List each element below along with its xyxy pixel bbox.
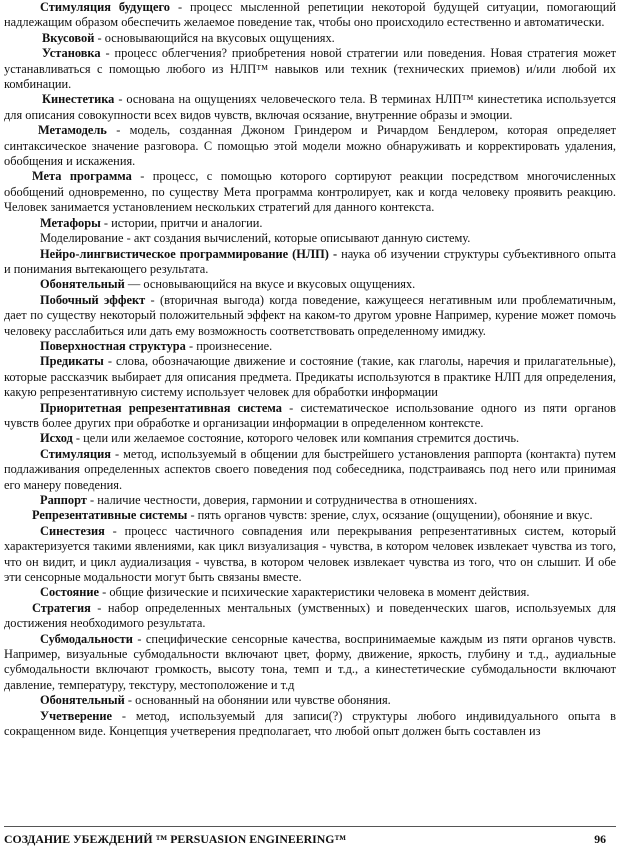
entry-definition: - наличие честности, доверия, гармонии и сотрудничества в отношениях.	[86, 493, 478, 507]
entry-term: Кинестетика	[42, 92, 115, 107]
entry-definition: - процесс мысленной репетиции некоторой будущей ситуации, помогающий надлежащим образом обеспечить желаемое поведение так, чтобы оно происходило естественно и автоматически.	[4, 0, 616, 30]
entry-definition: Моделирование - акт создания вычислений, которые описывают данную систему.	[40, 231, 471, 246]
entry-definition: - процесс частичного совпадения или перекрывания репрезентативных систем, который характеризуется такими явлениями, как цикл визуализация - чувства, в котором человек извлекает чувства из того, что он видит, и цикл аудиализация - чувства, в котором человек извлекает чувства из того, что он слышит. И обе эти сенсорные модальности могут быть связаны вместе.	[4, 523, 616, 585]
glossary-entry	[4, 216, 616, 231]
footer-book-title: СОЗДАНИЕ УБЕЖДЕНИЙ ™ PERSUASION ENGINEERING™	[4, 832, 347, 846]
entry-term: Стратегия	[32, 600, 91, 615]
glossary-entry	[4, 431, 616, 446]
glossary-entry	[4, 92, 616, 123]
entry-definition: - произнесение.	[185, 338, 273, 353]
entry-definition: - процесс облегчения? приобретения новой стратегии или поведения. Новая стратегия может устанавливаться с помощью любого из НЛП™ навыков или техник (технических приемов) и/или любой их комбинации.	[4, 46, 616, 92]
entry-definition: - метод, используемый в общении для быстрейшего установления раппорта (контакта) путем подлаживания определенных аспектов своего поведения под собеседника, подстраиваясь под него или принимая его манеру поведения.	[4, 446, 616, 492]
glossary-entry	[4, 601, 616, 632]
glossary-entry	[4, 293, 616, 339]
entry-term: Стимуляция будущего	[40, 0, 170, 14]
glossary-entry	[4, 693, 616, 708]
glossary-body	[4, 0, 616, 740]
glossary-entry	[4, 447, 616, 493]
entry-term: Субмодальности	[40, 631, 133, 646]
entry-definition: - модель, созданная Джоном Гриндером и Ричардом Бендлером, которая определяет синтаксическое значение разговора. С помощью этой модели можно обнаруживать и корректировать удаления, обобщения и искажения.	[4, 123, 616, 169]
entry-term: Синестезия	[40, 523, 105, 538]
entry-definition: - (вторичная выгода) когда поведение, кажущееся негативным или проблематичным, дает по существу некоторый положительный эффект на каком-то другом уровне Например, курение может помочь человеку расслабиться или дать ему возможность соответствовать определенному имиджу.	[4, 292, 616, 338]
glossary-entry	[4, 247, 616, 278]
entry-definition: - общие физические и психические характеристики человека в момент действия.	[99, 585, 530, 600]
entry-definition: - истории, притчи и аналогии.	[100, 215, 263, 230]
entry-definition: - основывающийся на вкусовых ощущениях.	[94, 30, 335, 45]
entry-term: Поверхностная структура	[40, 338, 186, 353]
glossary-entry	[4, 231, 616, 246]
glossary-entry	[4, 169, 616, 215]
entry-term: Обонятельный	[40, 693, 125, 708]
glossary-entry	[4, 585, 616, 600]
entry-term: Исход	[40, 431, 73, 446]
glossary-entry	[4, 401, 616, 432]
entry-definition: - специфические сенсорные качества, воспринимаемые каждым из пяти органов чувств. Например, визуальные субмодальности включают цвет, форму, движение, яркость, глубину и т.д., аудиальные субмодальности включают громкость, высоту тона, темп и т.д., а кинестетические субмодальности включают давление, температуру, текстуру, местоположение и т.д	[4, 631, 616, 692]
entry-definition: - набор определенных ментальных (умственных) и поведенческих шагов, используемых для достижения необходимого результата.	[4, 600, 616, 631]
entry-term: Состояние	[40, 585, 100, 600]
entry-term: Стимуляция	[40, 446, 111, 461]
page-number: 96	[594, 832, 606, 846]
entry-definition: - пять органов чувств: зрение, слух, осязание (ощущении), обоняние и вкус.	[187, 508, 593, 523]
glossary-entry	[4, 493, 616, 508]
glossary-entry	[4, 508, 616, 523]
entry-term: Установка	[42, 46, 101, 61]
entry-definition: - основана на ощущениях человеческого тела. В терминах НЛП™ кинестетика используется для описания совокупности всех видов чувств, включая осязание, внутренние образы и эмоции.	[4, 92, 616, 122]
entry-definition: - цели или желаемое состояние, которого человек или компания стремится достичь.	[72, 431, 520, 446]
entry-term: Метафоры	[40, 215, 101, 230]
entry-term: Репрезентативные системы	[32, 508, 188, 523]
entry-definition: — основывающийся на вкусе и вкусовых ощущениях.	[124, 277, 416, 292]
entry-definition: - слова, обозначающие движение и состояние (такие, как глаголы, наречия и прилагательные), которые рассказчик выбирает для описания предмета. Предикаты используются в практике НЛП для определения, какую репрезентативную систему использует человек для обработки информации	[4, 354, 616, 400]
entry-term: Вкусовой	[42, 30, 95, 45]
entry-term: Приоритетная репрезентативная система	[40, 400, 282, 415]
entry-term: Метамодель	[38, 123, 107, 138]
entry-term: Учетверение	[40, 708, 113, 723]
glossary-entry	[4, 524, 616, 586]
glossary-entry	[4, 31, 616, 46]
entry-term: Обонятельный	[40, 277, 125, 292]
entry-definition: наука об изучении структуры субъективного опыта и понимания вытекающего результата.	[4, 246, 616, 276]
entry-term: Мета программа	[32, 169, 132, 184]
glossary-entry	[4, 123, 616, 169]
entry-definition: - процесс, с помощью которого сортируют реакции посредством многочисленных обобщений одновременно, по существу Мета программа контролирует, как и когда человеку проявить реакцию. Человек занимается установлением нескольких стратегий для данного контекста.	[4, 169, 616, 215]
glossary-entry	[4, 709, 616, 740]
footer-divider	[4, 826, 616, 827]
entry-term: Предикаты	[40, 354, 104, 369]
glossary-entry	[4, 0, 616, 31]
glossary-entry	[4, 46, 616, 92]
entry-term: Нейро-лингвистическое программирование (НЛП) -	[40, 246, 338, 261]
glossary-entry	[4, 339, 616, 354]
entry-definition: - систематическое использование одного из пяти органов чувств более других при обработке и организации информации в определенном контексте.	[4, 400, 616, 430]
entry-term: Побочный эффект	[40, 292, 146, 307]
entry-definition: - основанный на обонянии или чувстве обоняния.	[124, 693, 391, 708]
entry-term: Раппорт	[40, 493, 87, 507]
glossary-entry	[4, 277, 616, 292]
entry-definition: - метод, используемый для записи(?) структуры любого индивидуального опыта в сокращенном виде. Концепция учетверения предполагает, что любой опыт должен быть составлен из	[4, 708, 616, 739]
glossary-entry	[4, 354, 616, 400]
glossary-entry	[4, 632, 616, 694]
